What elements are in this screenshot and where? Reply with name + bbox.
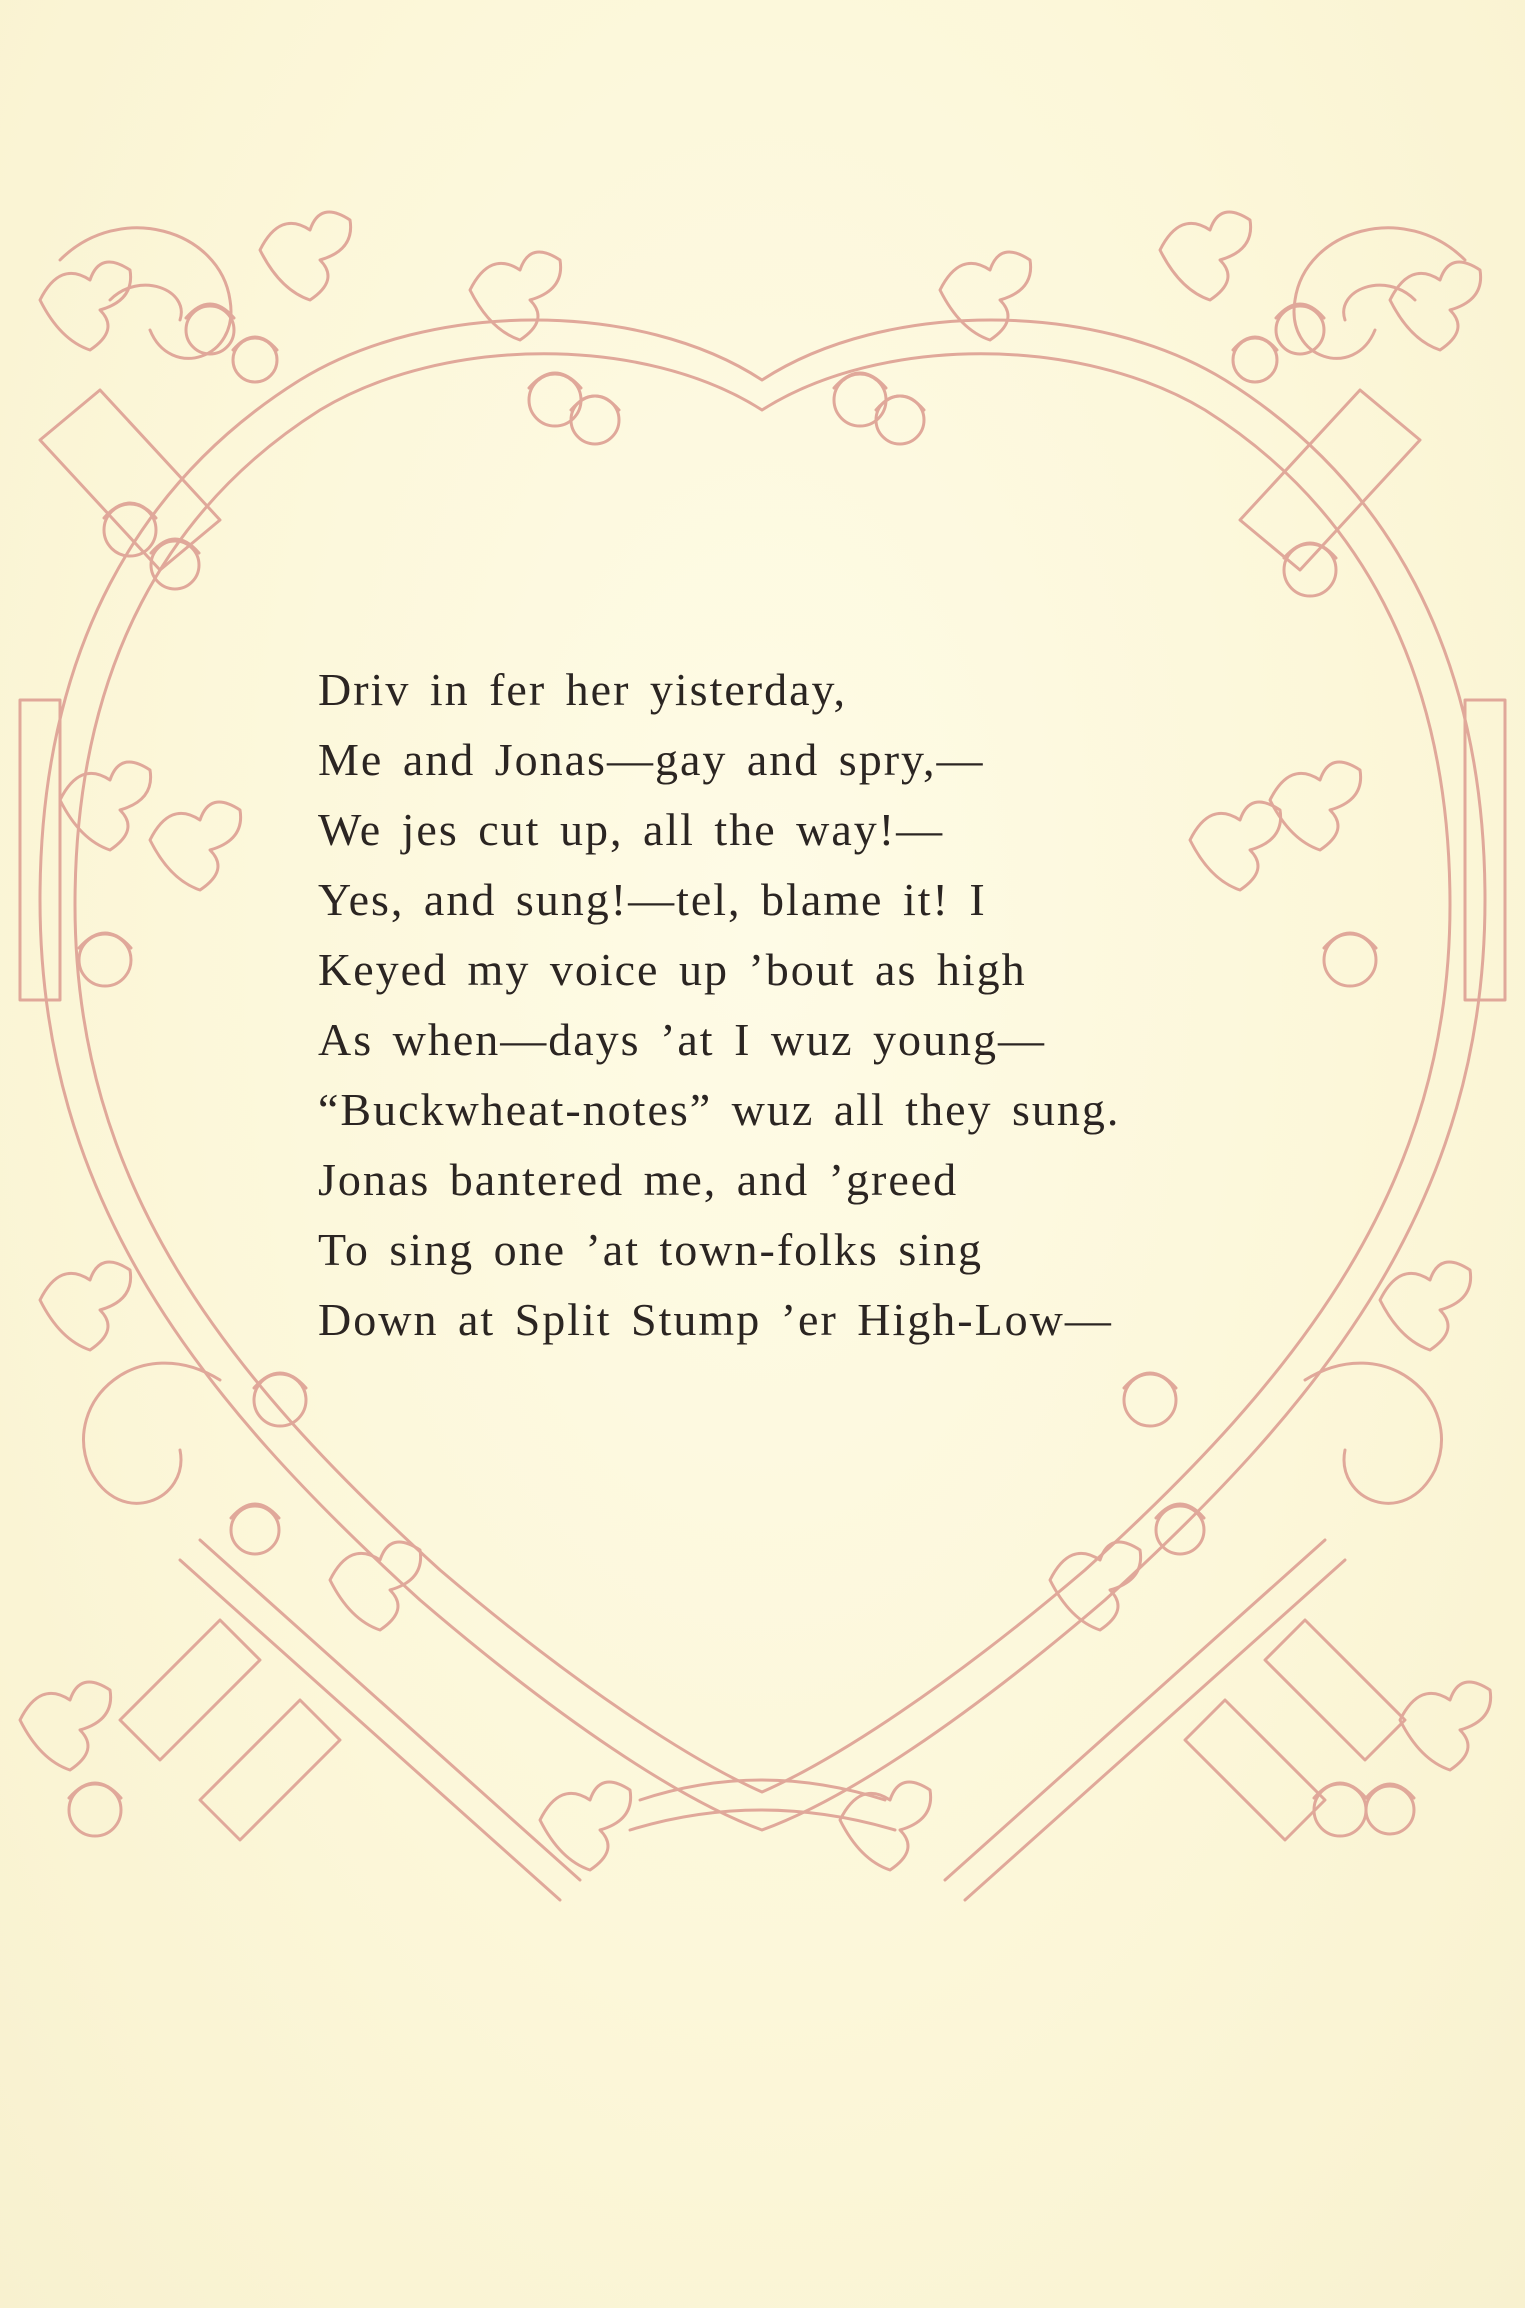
poem-line: Keyed my voice up ’bout as high (318, 944, 1027, 995)
poem-line: As when—days ’at I wuz young— (318, 1014, 1047, 1065)
poem-line: Jonas bantered me, and ’greed (318, 1154, 959, 1205)
poem-line: We jes cut up, all the way!— (318, 804, 945, 855)
poem-text (318, 655, 1218, 1355)
poem-line: Driv in fer her yisterday, (318, 664, 848, 715)
poem-line: Me and Jonas—gay and spry,— (318, 734, 985, 785)
poem-line: Yes, and sung!—tel, blame it! I (318, 874, 987, 925)
poem-line: Down at Split Stump ’er High-Low— (318, 1294, 1113, 1345)
poem-line: “Buckwheat-notes” wuz all they sung. (318, 1084, 1121, 1135)
poem-line: To sing one ’at town-folks sing (318, 1224, 984, 1275)
